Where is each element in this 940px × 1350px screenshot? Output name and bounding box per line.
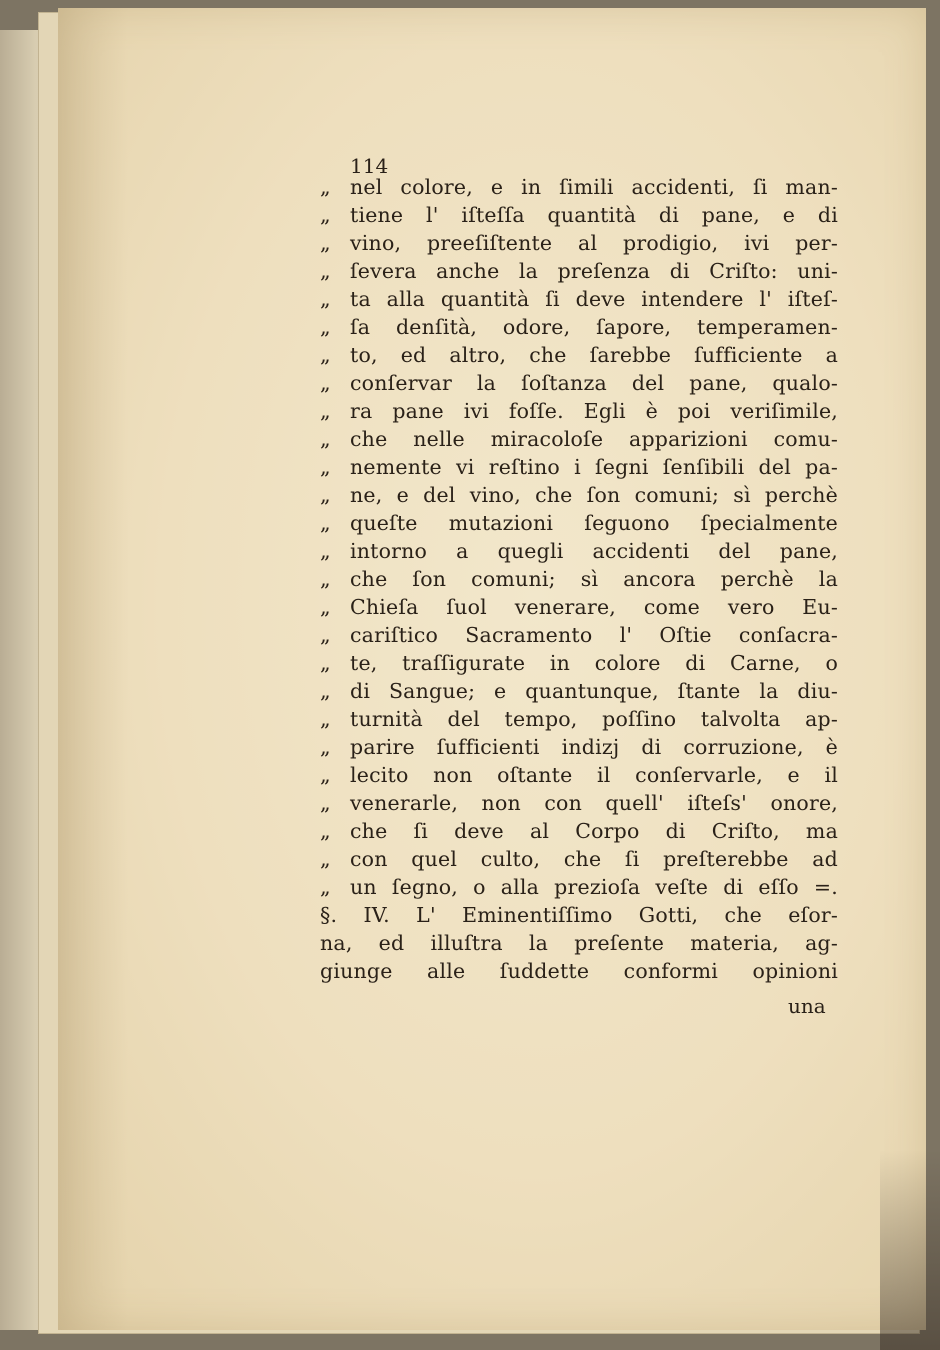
line-text: che ſon comuni; sì ancora perchè la (350, 567, 838, 591)
quote-mark: „ (320, 259, 331, 283)
quote-mark: „ (320, 231, 331, 255)
line-text: na, ed illuſtra la preſente materia, ag- (320, 931, 838, 955)
quote-mark: „ (320, 735, 331, 759)
line-text: giunge alle ſuddette conformi opinioni (320, 959, 838, 983)
quote-mark: „ (320, 315, 331, 339)
line-text: nel colore, e in ſimili accidenti, ſi man- (350, 175, 838, 199)
line-text: venerarle, non con quell' iſteſs' onore, (350, 791, 838, 815)
catchword: una (788, 994, 826, 1018)
quote-mark: „ (320, 455, 331, 479)
quote-mark: „ (320, 287, 331, 311)
line-text: ne, e del vino, che ſon comuni; sì perchè (350, 483, 838, 507)
corner-shadow (880, 1150, 940, 1350)
line-text: di Sangue; e quantunque, ſtante la diu- (350, 679, 838, 703)
line-text: conſervar la ſoſtanza del pane, qualo- (350, 371, 838, 395)
quote-mark: „ (320, 847, 331, 871)
line-text: ſa denſità, odore, ſapore, temperamen- (350, 315, 838, 339)
quote-mark: „ (320, 427, 331, 451)
line-text: che ſi deve al Corpo di Criſto, ma (350, 819, 838, 843)
line-text: ra pane ivi foſſe. Egli è poi veriſimile, (350, 399, 838, 423)
line-text: cariſtico Sacramento l' Oſtie conſacra- (350, 623, 838, 647)
line-text: che nelle miracoloſe apparizioni comu- (350, 427, 838, 451)
line-text: ſevera anche la preſenza di Criſto: uni- (350, 259, 838, 283)
page-number: 114 (350, 154, 389, 178)
line-text: vino, preeſiſtente al prodigio, ivi per- (350, 231, 838, 255)
page-gutter-shadow (58, 8, 128, 1330)
line-text: Chieſa ſuol venerare, come vero Eu- (350, 595, 838, 619)
line-text: nemente vi reſtino i ſegni ſenſibili del pa- (350, 455, 838, 479)
quote-mark: „ (320, 651, 331, 675)
quote-mark: „ (320, 483, 331, 507)
line-text: queſte mutazioni ſeguono ſpecialmente (350, 511, 838, 535)
quote-mark: „ (320, 343, 331, 367)
line-text: intorno a quegli accidenti del pane, (350, 539, 838, 563)
quote-mark: „ (320, 623, 331, 647)
quote-mark: „ (320, 595, 331, 619)
line-text: parire ſufficienti indizj di corruzione, è (350, 735, 838, 759)
line-text: to, ed altro, che ſarebbe ſufficiente a (350, 343, 838, 367)
quote-mark: „ (320, 707, 331, 731)
quote-mark: „ (320, 371, 331, 395)
quote-mark: „ (320, 203, 331, 227)
quote-mark: „ (320, 763, 331, 787)
line-text: lecito non oſtante il conſervarle, e il (350, 763, 838, 787)
quote-mark: „ (320, 679, 331, 703)
line-text: tiene l' iſteſſa quantità di pane, e di (350, 203, 838, 227)
quote-mark: „ (320, 819, 331, 843)
quote-mark: „ (320, 399, 331, 423)
quote-mark: „ (320, 539, 331, 563)
line-text: turnità del tempo, poſſino talvolta ap- (350, 707, 838, 731)
quote-mark: „ (320, 175, 331, 199)
quote-mark: „ (320, 567, 331, 591)
quote-mark: „ (320, 511, 331, 535)
quote-mark: „ (320, 875, 331, 899)
line-text: §. IV. L' Eminentiſſimo Gotti, che eſor- (320, 903, 838, 927)
line-text: un ſegno, o alla prezioſa veſte di eſſo =. (350, 875, 838, 899)
line-text: te, traſſigurate in colore di Carne, o (350, 651, 838, 675)
line-text: ta alla quantità ſi deve intendere l' iſteſ- (350, 287, 838, 311)
quote-mark: „ (320, 791, 331, 815)
line-text: con quel culto, che ſi preſterebbe ad (350, 847, 838, 871)
